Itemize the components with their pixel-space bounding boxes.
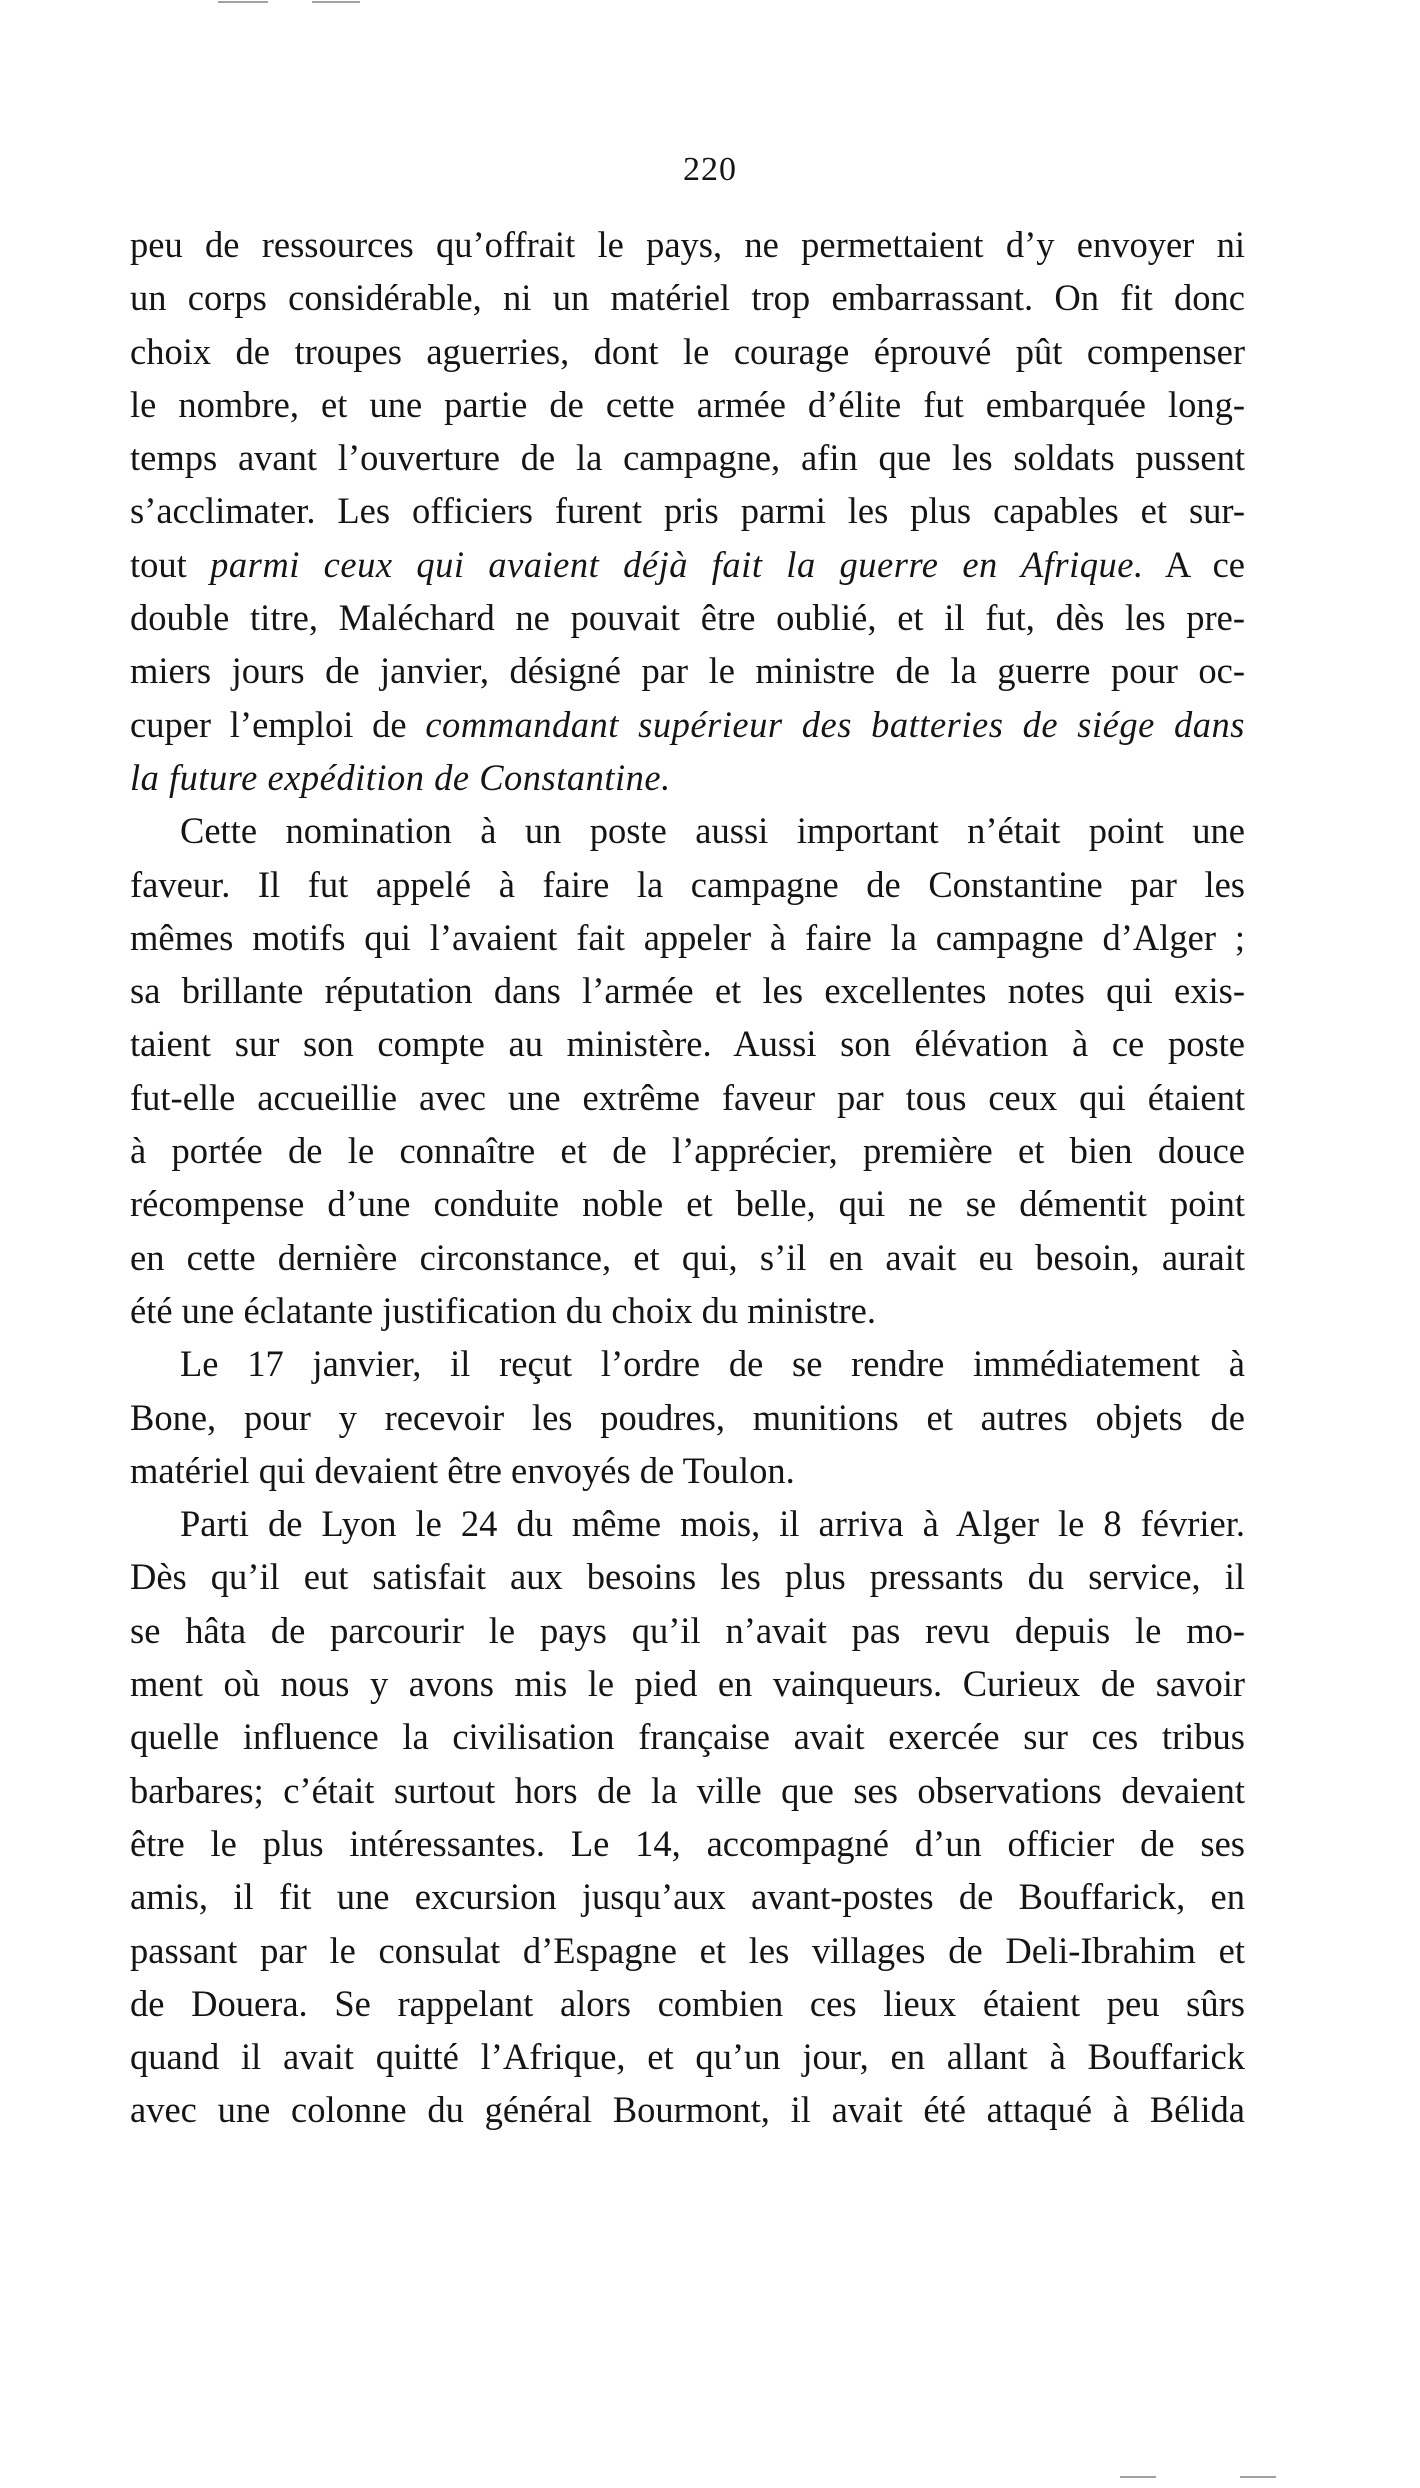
bottom-scan-mark-left: [1120, 2476, 1156, 2478]
text-line: double titre, Maléchard ne pouvait être oublié, et il fut, dès les pre-: [130, 597, 1245, 639]
text-line: Parti de Lyon le 24 du même mois, il arriva à Alger le 8 février.: [180, 1503, 1245, 1545]
text-segment: tout: [130, 543, 211, 585]
text-line: à portée de le connaître et de l’apprécier, première et bien douce: [130, 1130, 1245, 1172]
bottom-scan-mark-right: [1240, 2476, 1276, 2478]
text-line: taient sur son compte au ministère. Aussi son élévation à ce poste: [130, 1023, 1245, 1065]
italic-text-segment: commandant supérieur des batteries de siége dans: [425, 703, 1245, 745]
text-line: se hâta de parcourir le pays qu’il n’avait pas revu depuis le mo-: [130, 1609, 1245, 1651]
text-segment: cuper l’emploi de: [130, 703, 426, 745]
text-line: Le 17 janvier, il reçut l’ordre de se rendre immédiatement à: [180, 1343, 1245, 1385]
text-line: Bone, pour y recevoir les poudres, munitions et autres objets de: [130, 1396, 1245, 1438]
text-line: être le plus intéressantes. Le 14, accompagné d’un officier de ses: [130, 1822, 1245, 1864]
text-line: [130, 538, 1245, 591]
top-scan-mark-right: [312, 1, 360, 3]
text-line: Cette nomination à un poste aussi important n’était point une: [180, 810, 1245, 852]
text-line: le nombre, et une partie de cette armée d’élite fut embarquée long-: [130, 383, 1245, 425]
top-scan-mark-left: [218, 1, 268, 3]
page-number: 220: [683, 151, 737, 188]
text-segment: A ce: [1143, 543, 1245, 585]
text-line: fut-elle accueillie avec une extrême faveur par tous ceux qui étaient: [130, 1076, 1245, 1118]
text-line: mêmes motifs qui l’avaient fait appeler à faire la campagne d’Alger ;: [130, 916, 1245, 958]
text-line: matériel qui devaient être envoyés de Toulon.: [130, 1449, 795, 1491]
text-line: récompense d’une conduite noble et belle, qui ne se démentit point: [130, 1183, 1245, 1225]
body-text: [130, 218, 1245, 2137]
text-line: avec une colonne du général Bourmont, il avait été attaqué à Bélida: [130, 2089, 1245, 2131]
text-line: temps avant l’ouverture de la campagne, afin que les soldats pussent: [130, 437, 1245, 479]
text-line: en cette dernière circonstance, et qui, s’il en avait eu besoin, aurait: [130, 1236, 1245, 1278]
text-line: choix de troupes aguerries, dont le courage éprouvé pût compenser: [130, 330, 1245, 372]
italic-text-segment: la future expédition de Constantine.: [130, 756, 671, 798]
text-line: s’acclimater. Les officiers furent pris parmi les plus capables et sur-: [130, 490, 1245, 532]
text-line: été une éclatante justification du choix du ministre.: [130, 1289, 876, 1331]
italic-text-segment: parmi ceux qui avaient déjà fait la guerre en Afrique.: [210, 543, 1144, 585]
text-line: quelle influence la civilisation française avait exercée sur ces tribus: [130, 1716, 1245, 1758]
text-line: de Douera. Se rappelant alors combien ces lieux étaient peu sûrs: [130, 1982, 1245, 2024]
text-line: Dès qu’il eut satisfait aux besoins les plus pressants du service, il: [130, 1556, 1245, 1598]
text-line: [130, 698, 1245, 751]
text-line: peu de ressources qu’offrait le pays, ne permettaient d’y envoyer ni: [130, 224, 1245, 265]
text-line: faveur. Il fut appelé à faire la campagne de Constantine par les: [130, 863, 1245, 905]
text-line: miers jours de janvier, désigné par le ministre de la guerre pour oc-: [130, 650, 1245, 692]
text-line: amis, il fit une excursion jusqu’aux avant-postes de Bouffarick, en: [130, 1876, 1245, 1918]
text-line: quand il avait quitté l’Afrique, et qu’un jour, en allant à Bouffarick: [130, 2036, 1245, 2078]
text-line: ment où nous y avons mis le pied en vainqueurs. Curieux de savoir: [130, 1663, 1245, 1705]
text-line: [130, 751, 1245, 804]
text-line: passant par le consulat d’Espagne et les villages de Deli-Ibrahim et: [130, 1929, 1245, 1971]
text-line: sa brillante réputation dans l’armée et les excellentes notes qui exis-: [130, 970, 1245, 1012]
text-line: barbares; c’était surtout hors de la ville que ses observations devaient: [130, 1769, 1245, 1811]
text-line: un corps considérable, ni un matériel trop embarrassant. On fit donc: [130, 277, 1245, 319]
